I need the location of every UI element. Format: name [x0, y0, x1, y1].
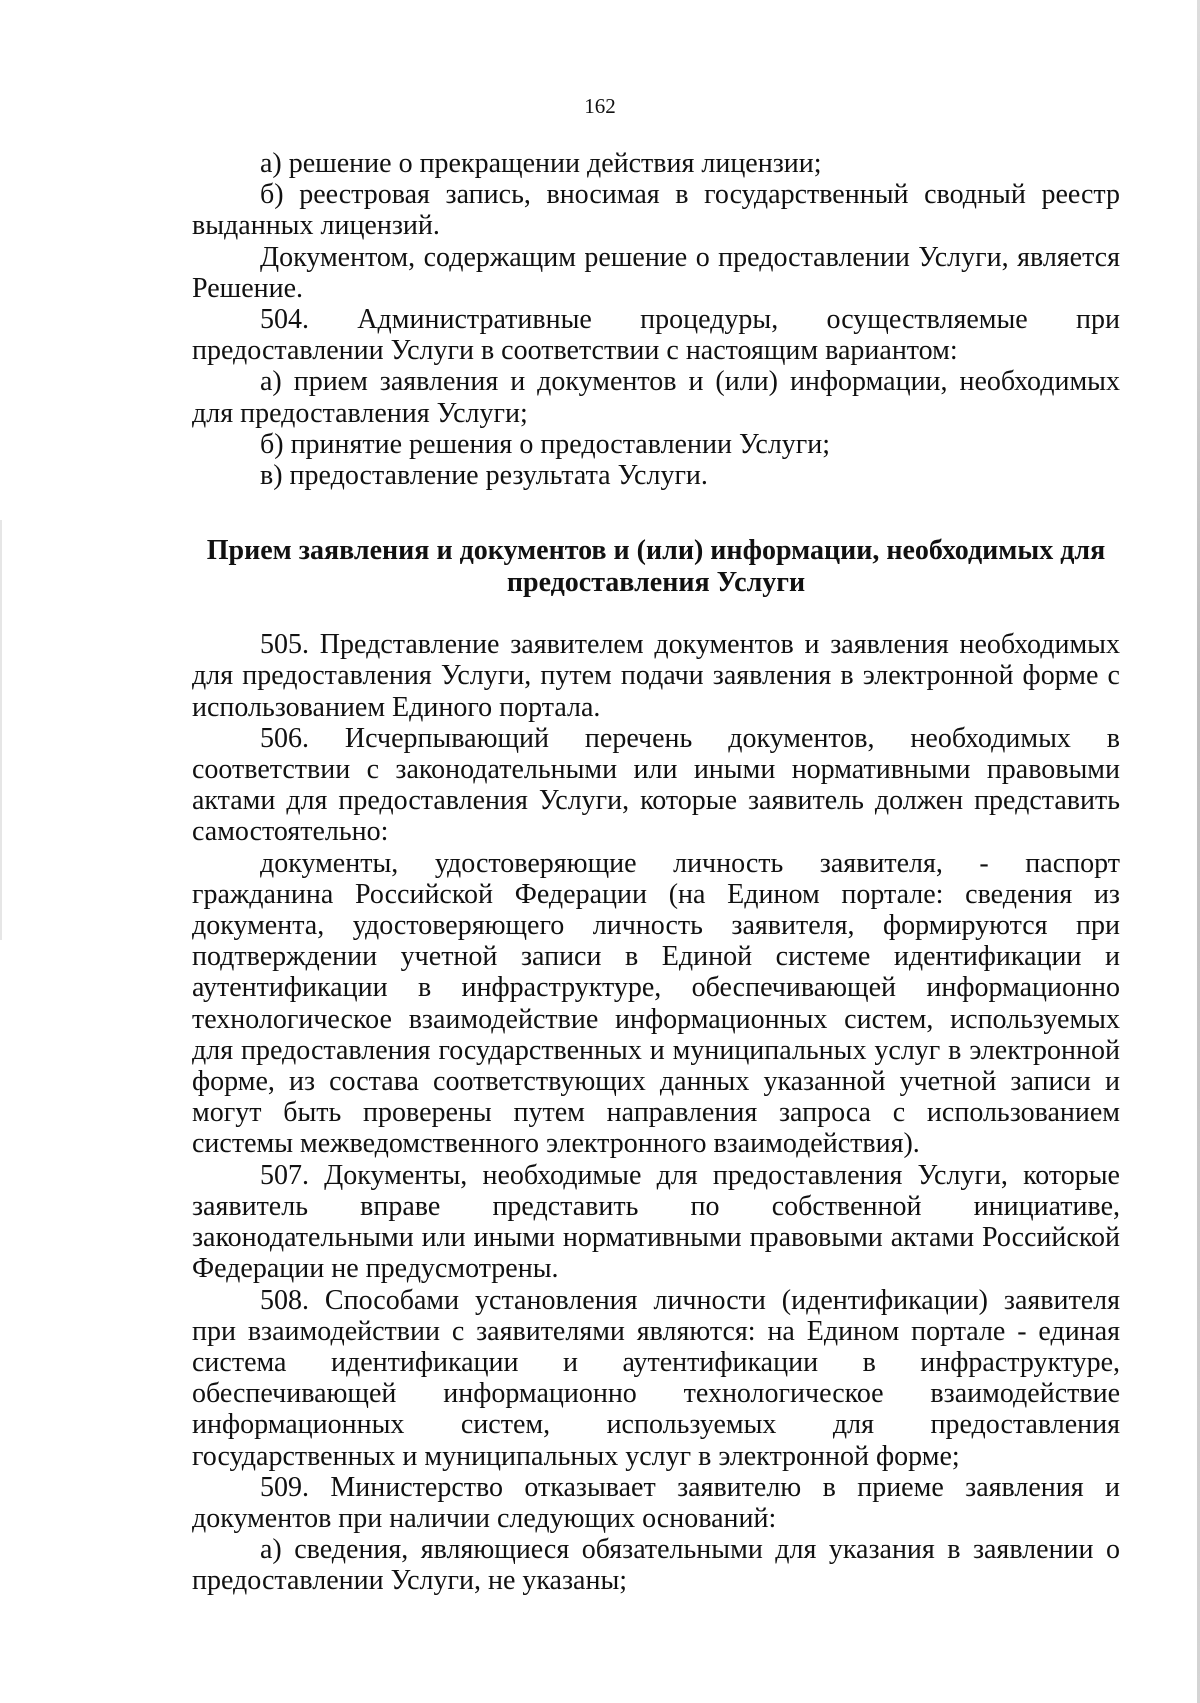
- paragraph-504: 504. Административные процедуры, осуществляемые при предоставлении Услуги в соответствии с настоящим вариантом:: [192, 304, 1120, 367]
- page-number: 162: [584, 94, 616, 118]
- paragraph-registry-entry: б) реестровая запись, вносимая в государственный сводный реестр выданных лицензий.: [192, 179, 1120, 242]
- paragraph-506-documents: документы, удостоверяющие личность заявителя, - паспорт гражданина Российской Федерации (на Едином портале: сведения из документа, удостоверяющего личность заявителя, формируются при подтверждении учетной записи в Единой системе идентификации и аутентификации в инфраструктуре, обеспечивающей информационно технологическое взаимодействие информационных систем, используемых для предоставления государственных и муниципальных услуг в электронной форме, из состава соответствующих данных указанной учетной записи и могут быть проверены путем направления запроса с использованием системы межведомственного электронного взаимодействия).: [192, 847, 1120, 1160]
- paragraph-505: 505. Представление заявителем документов и заявления необходимых для предоставления Услуги, путем подачи заявления в электронной форме с использованием Единого портала.: [192, 629, 1120, 723]
- section-heading: Прием заявления и документов и (или) информации, необходимых для предоставления Услуги: [206, 535, 1106, 599]
- paragraph-decision-document: Документом, содержащим решение о предоставлении Услуги, является Решение.: [192, 241, 1120, 304]
- paragraph-504-a: а) прием заявления и документов и (или) информации, необходимых для предоставления Услуги;: [192, 366, 1120, 429]
- paragraph-507: 507. Документы, необходимые для предоставления Услуги, которые заявитель вправе представить по собственной инициативе, законодательными или иными нормативными правовыми актами Российской Федерации не предусмотрены.: [192, 1159, 1120, 1285]
- paragraph-license-termination: а) решение о прекращении действия лицензии;: [260, 148, 822, 179]
- scan-edge-left: [0, 520, 2, 940]
- paragraph-504-b: б) принятие решения о предоставлении Услуги;: [260, 428, 831, 460]
- paragraph-508: 508. Способами установления личности (идентификации) заявителя при взаимодействии с заявителями являются: на Едином портале - единая система идентификации и аутентификации в инфраструктуре, обеспечивающей информационно технологическое взаимодействие информационных систем, используемых для предоставления государственных и муниципальных услуг в электронной форме;: [192, 1284, 1120, 1472]
- document-body: [192, 148, 1120, 1597]
- paragraph-504-c: в) предоставление результата Услуги.: [260, 460, 708, 492]
- paragraph-509: 509. Министерство отказывает заявителю в приеме заявления и документов при наличии следующих оснований:: [192, 1471, 1120, 1534]
- paragraph-506: 506. Исчерпывающий перечень документов, необходимых в соответствии с законодательными или иными нормативными правовыми актами для предоставления Услуги, которые заявитель должен представить самостоятельно:: [192, 722, 1120, 848]
- paragraph-509-a: а) сведения, являющиеся обязательными для указания в заявлении о предоставлении Услуги, не указаны;: [192, 1534, 1120, 1597]
